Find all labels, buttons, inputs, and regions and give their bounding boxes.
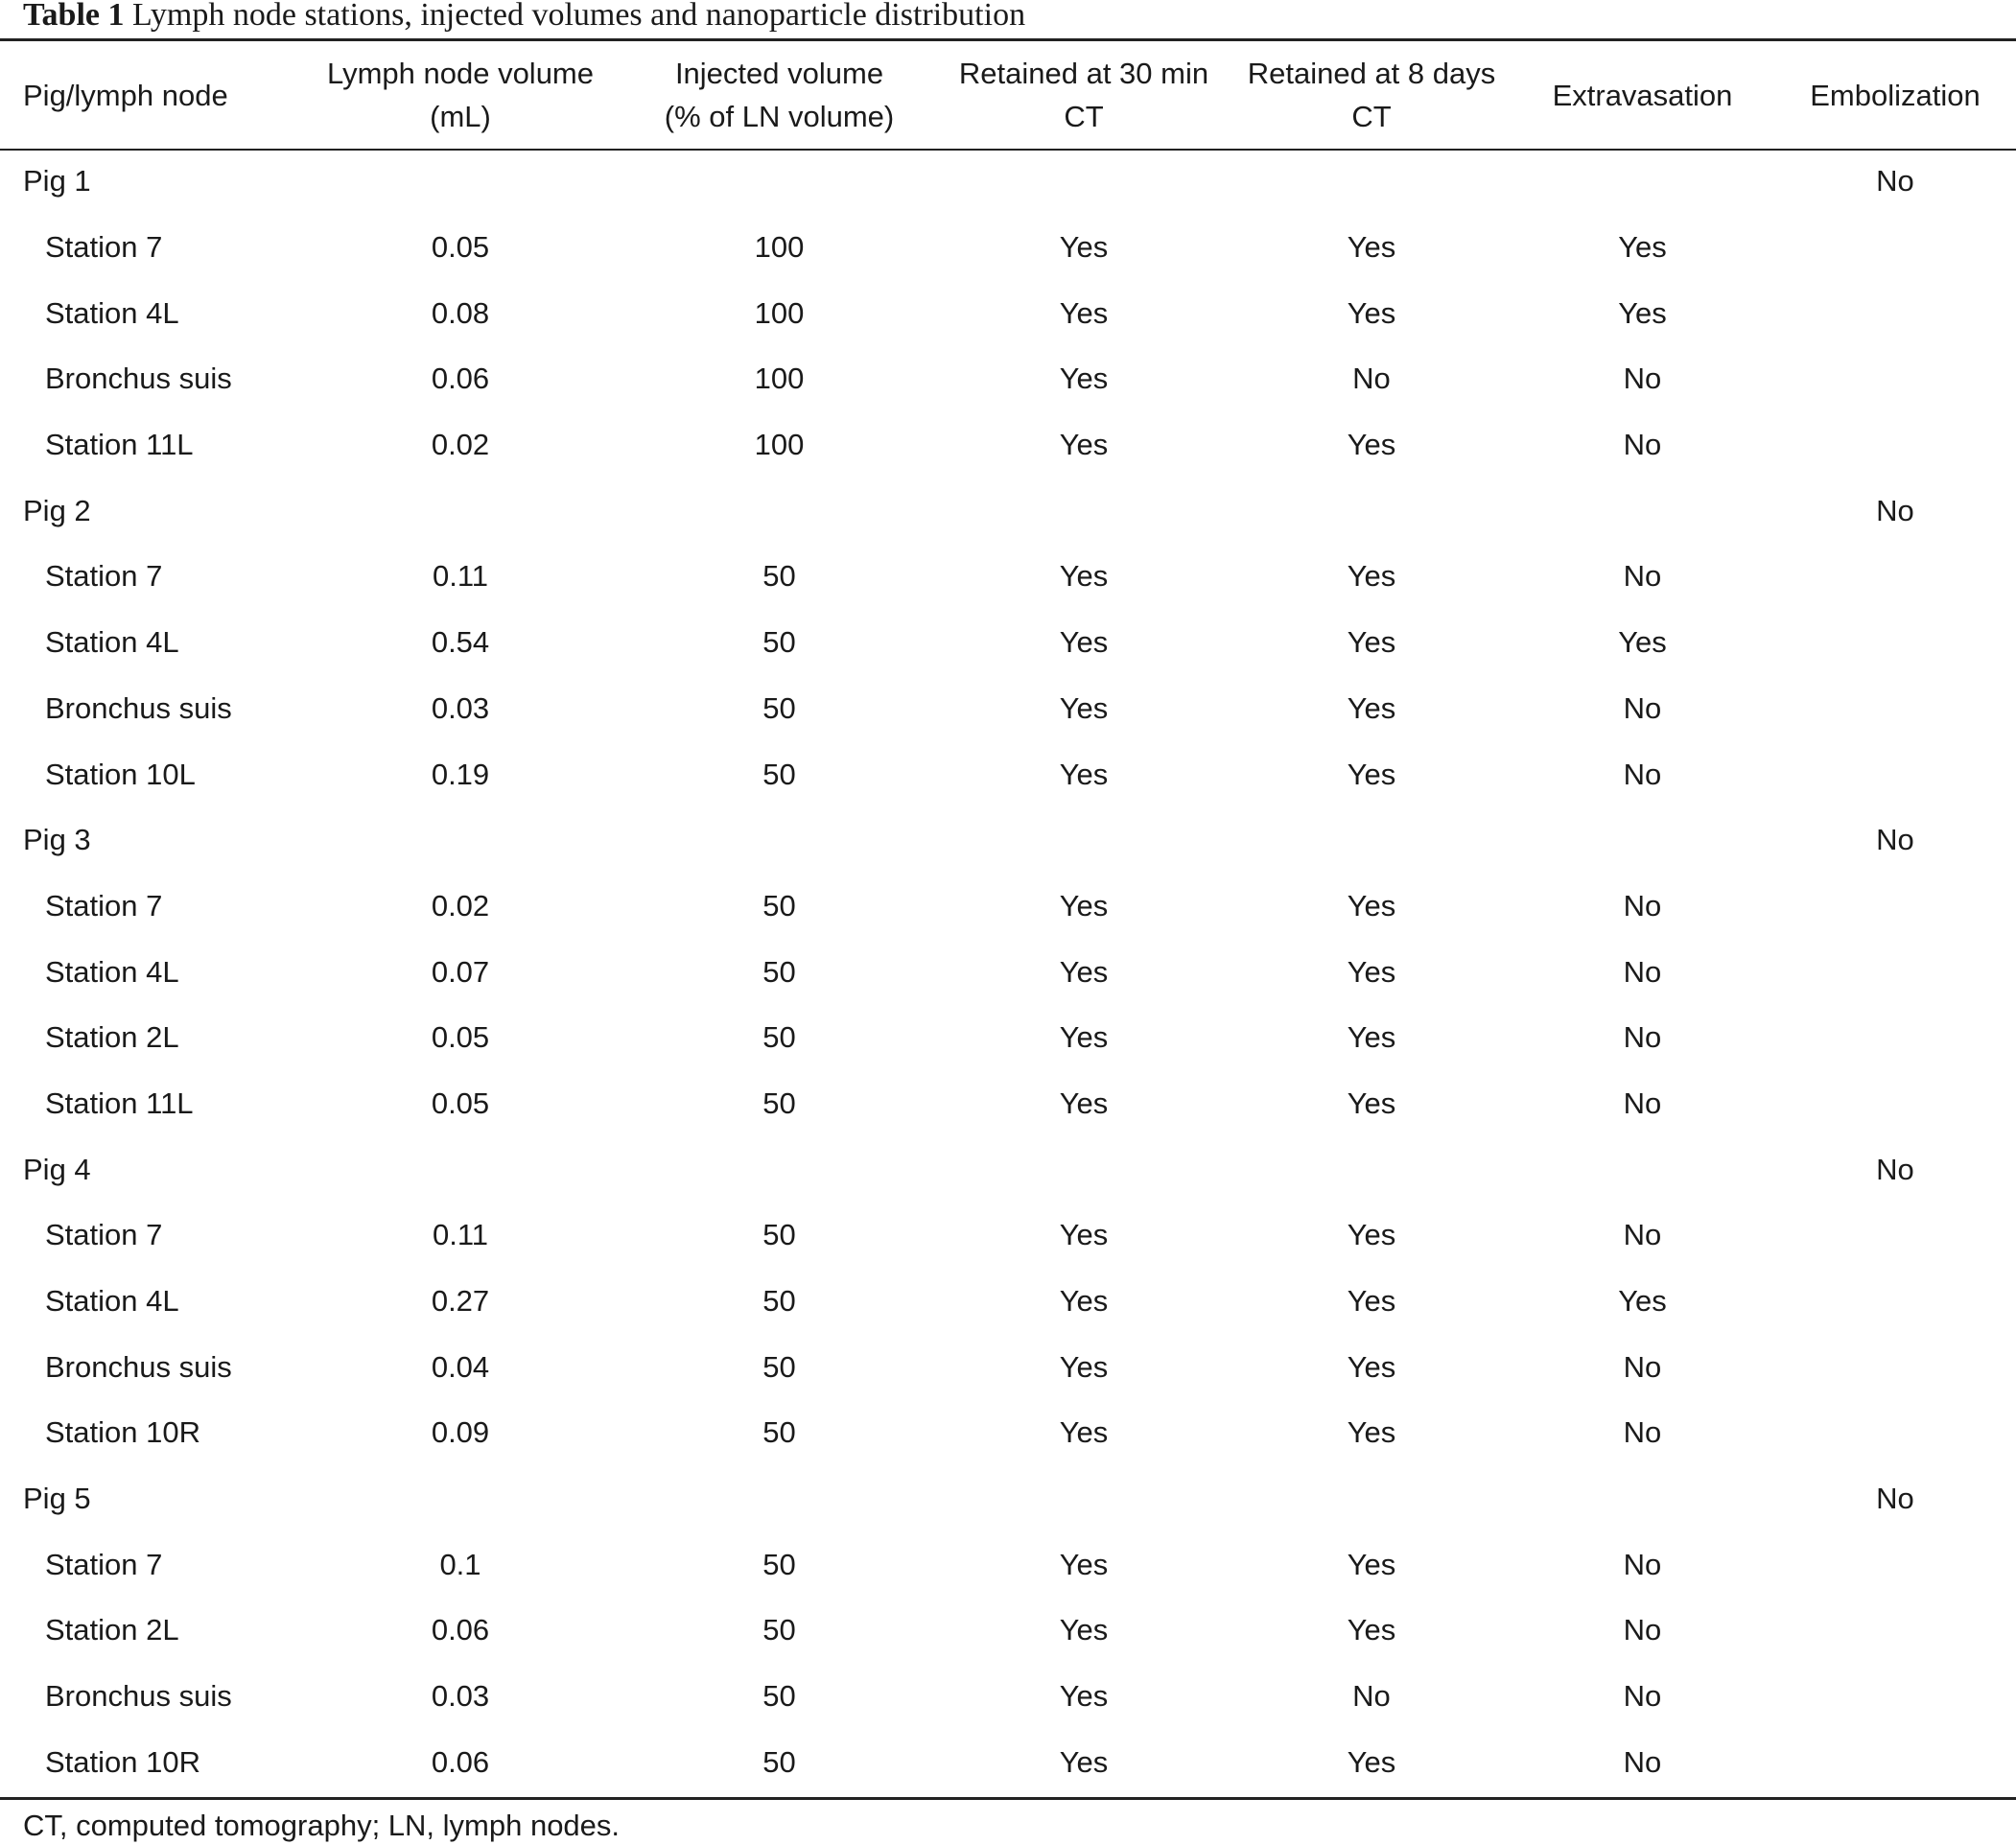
retained-8-days-cell: Yes	[1347, 1349, 1396, 1384]
injected-volume-cell: 50	[762, 1284, 796, 1319]
station-name-cell: Station 2L	[45, 1020, 179, 1055]
station-name-cell: Station 4L	[45, 1284, 179, 1319]
retained-8-days-cell: Yes	[1347, 1086, 1396, 1120]
retained-8-days-cell: No	[1352, 1679, 1391, 1714]
retained-8-days-cell: Yes	[1347, 1020, 1396, 1055]
injected-volume-cell: 100	[754, 428, 805, 462]
embolization-cell: No	[1876, 1152, 1914, 1186]
station-row	[0, 544, 2016, 610]
station-name-cell: Bronchus suis	[45, 690, 232, 725]
empty-cell	[623, 1136, 935, 1203]
empty-cell	[1511, 807, 1774, 874]
lymph-node-volume-cell: 0.05	[431, 1086, 490, 1120]
retained-30-min-cell: Yes	[1059, 1349, 1109, 1384]
embolization-empty-cell	[1774, 346, 2016, 412]
retained-30-min-cell: Yes	[1059, 1613, 1109, 1647]
retained-8-days-cell: Yes	[1347, 888, 1396, 922]
empty-cell	[1232, 1136, 1511, 1203]
lymph-node-volume-cell: 0.04	[431, 1349, 490, 1384]
retained-30-min-cell: Yes	[1059, 690, 1109, 725]
embolization-empty-cell	[1774, 280, 2016, 346]
empty-cell	[935, 1466, 1232, 1532]
embolization-empty-cell	[1774, 676, 2016, 742]
embolization-empty-cell	[1774, 1203, 2016, 1269]
pig-group-row	[0, 1466, 2016, 1532]
station-row	[0, 1203, 2016, 1269]
embolization-empty-cell	[1774, 1071, 2016, 1137]
embolization-empty-cell	[1774, 741, 2016, 807]
lymph-node-volume-cell: 0.06	[431, 1613, 490, 1647]
station-row	[0, 1005, 2016, 1071]
extravasation-cell: Yes	[1618, 230, 1667, 265]
lymph-node-volume-cell: 0.27	[431, 1284, 490, 1319]
retained-30-min-cell: Yes	[1059, 1284, 1109, 1319]
retained-8-days-cell: Yes	[1347, 230, 1396, 265]
column-header-injected-volume: Injected volume (% of LN volume)	[664, 57, 895, 133]
station-row	[0, 215, 2016, 281]
station-row	[0, 610, 2016, 676]
retained-30-min-cell: Yes	[1059, 295, 1109, 330]
empty-cell	[297, 1136, 623, 1203]
extravasation-cell: Yes	[1618, 1284, 1667, 1319]
empty-cell	[935, 478, 1232, 544]
pig-label: Pig 1	[23, 164, 91, 199]
extravasation-cell: No	[1623, 1415, 1662, 1450]
lymph-node-volume-cell: 0.05	[431, 230, 490, 265]
lymph-node-volume-cell: 0.06	[431, 1744, 490, 1779]
empty-cell	[935, 1136, 1232, 1203]
extravasation-cell: No	[1623, 559, 1662, 594]
column-header-retained-8-days: Retained at 8 days CT	[1247, 57, 1496, 133]
empty-cell	[1511, 478, 1774, 544]
embolization-empty-cell	[1774, 1531, 2016, 1598]
station-row	[0, 1400, 2016, 1466]
injected-volume-cell: 100	[754, 295, 805, 330]
empty-cell	[935, 149, 1232, 215]
retained-8-days-cell: Yes	[1347, 1547, 1396, 1581]
retained-8-days-cell: Yes	[1347, 1744, 1396, 1779]
retained-30-min-cell: Yes	[1059, 362, 1109, 396]
pig-group-row	[0, 478, 2016, 544]
injected-volume-cell: 100	[754, 362, 805, 396]
lymph-node-volume-cell: 0.02	[431, 428, 490, 462]
pig-group-row	[0, 807, 2016, 874]
station-row	[0, 1664, 2016, 1730]
lymph-node-volume-cell: 0.03	[431, 1679, 490, 1714]
extravasation-cell: No	[1623, 1349, 1662, 1384]
data-table	[0, 41, 2016, 1795]
retained-8-days-cell: Yes	[1347, 690, 1396, 725]
pig-label: Pig 4	[23, 1152, 91, 1186]
lymph-node-volume-cell: 0.09	[431, 1415, 490, 1450]
lymph-node-volume-cell: 0.08	[431, 295, 490, 330]
station-row	[0, 874, 2016, 940]
empty-cell	[623, 807, 935, 874]
injected-volume-cell: 50	[762, 1613, 796, 1647]
station-name-cell: Station 7	[45, 1218, 163, 1252]
embolization-empty-cell	[1774, 1334, 2016, 1400]
lymph-node-volume-cell: 0.11	[432, 559, 489, 594]
injected-volume-cell: 50	[762, 757, 796, 791]
station-row	[0, 1334, 2016, 1400]
extravasation-cell: Yes	[1618, 625, 1667, 660]
retained-30-min-cell: Yes	[1059, 757, 1109, 791]
column-header-retained-30-min: Retained at 30 min CT	[958, 57, 1209, 133]
station-row	[0, 1071, 2016, 1137]
injected-volume-cell: 100	[754, 230, 805, 265]
empty-cell	[1232, 478, 1511, 544]
station-name-cell: Station 10R	[45, 1415, 200, 1450]
lymph-node-volume-cell: 0.19	[431, 757, 490, 791]
extravasation-cell: No	[1623, 1086, 1662, 1120]
station-row	[0, 1598, 2016, 1664]
pig-label: Pig 5	[23, 1482, 91, 1516]
station-row	[0, 741, 2016, 807]
injected-volume-cell: 50	[762, 1349, 796, 1384]
retained-30-min-cell: Yes	[1059, 230, 1109, 265]
extravasation-cell: No	[1623, 1744, 1662, 1779]
injected-volume-cell: 50	[762, 1415, 796, 1450]
station-row	[0, 1730, 2016, 1796]
injected-volume-cell: 50	[762, 690, 796, 725]
column-header-extravasation: Extravasation	[1552, 78, 1733, 112]
extravasation-cell: No	[1623, 1613, 1662, 1647]
embolization-cell: No	[1876, 1482, 1914, 1516]
empty-cell	[623, 149, 935, 215]
retained-30-min-cell: Yes	[1059, 559, 1109, 594]
extravasation-cell: No	[1623, 1218, 1662, 1252]
injected-volume-cell: 50	[762, 625, 796, 660]
station-name-cell: Station 10L	[45, 757, 196, 791]
embolization-empty-cell	[1774, 1664, 2016, 1730]
injected-volume-cell: 50	[762, 1020, 796, 1055]
embolization-empty-cell	[1774, 412, 2016, 479]
station-name-cell: Station 11L	[45, 1086, 194, 1120]
station-name-cell: Bronchus suis	[45, 362, 232, 396]
embolization-cell: No	[1876, 493, 1914, 527]
embolization-empty-cell	[1774, 1269, 2016, 1335]
embolization-empty-cell	[1774, 1730, 2016, 1796]
retained-8-days-cell: Yes	[1347, 1415, 1396, 1450]
station-name-cell: Station 7	[45, 1547, 163, 1581]
retained-8-days-cell: Yes	[1347, 1218, 1396, 1252]
retained-8-days-cell: Yes	[1347, 428, 1396, 462]
extravasation-cell: No	[1623, 757, 1662, 791]
station-row	[0, 1531, 2016, 1598]
station-row	[0, 1269, 2016, 1335]
column-header-lymph-node-volume: Lymph node volume (mL)	[326, 57, 595, 133]
table-body	[0, 149, 2016, 1795]
station-name-cell: Station 2L	[45, 1613, 179, 1647]
empty-cell	[297, 478, 623, 544]
retained-8-days-cell: Yes	[1347, 295, 1396, 330]
injected-volume-cell: 50	[762, 559, 796, 594]
injected-volume-cell: 50	[762, 1744, 796, 1779]
embolization-empty-cell	[1774, 1005, 2016, 1071]
station-name-cell: Station 10R	[45, 1744, 200, 1779]
injected-volume-cell: 50	[762, 1086, 796, 1120]
retained-30-min-cell: Yes	[1059, 1020, 1109, 1055]
extravasation-cell: No	[1623, 1547, 1662, 1581]
station-name-cell: Station 4L	[45, 954, 179, 989]
retained-30-min-cell: Yes	[1059, 1415, 1109, 1450]
station-name-cell: Station 7	[45, 888, 163, 922]
lymph-node-volume-cell: 0.05	[431, 1020, 490, 1055]
station-row	[0, 412, 2016, 479]
empty-cell	[623, 478, 935, 544]
retained-30-min-cell: Yes	[1059, 888, 1109, 922]
embolization-empty-cell	[1774, 215, 2016, 281]
embolization-empty-cell	[1774, 1598, 2016, 1664]
retained-8-days-cell: Yes	[1347, 559, 1396, 594]
retained-8-days-cell: No	[1352, 362, 1391, 396]
embolization-empty-cell	[1774, 939, 2016, 1005]
retained-8-days-cell: Yes	[1347, 625, 1396, 660]
embolization-cell: No	[1876, 164, 1914, 199]
station-name-cell: Station 7	[45, 559, 163, 594]
injected-volume-cell: 50	[762, 1679, 796, 1714]
station-name-cell: Bronchus suis	[45, 1349, 232, 1384]
retained-30-min-cell: Yes	[1059, 1547, 1109, 1581]
embolization-empty-cell	[1774, 610, 2016, 676]
retained-30-min-cell: Yes	[1059, 625, 1109, 660]
station-name-cell: Station 11L	[45, 428, 194, 462]
station-name-cell: Bronchus suis	[45, 1679, 232, 1714]
table-caption-text: Lymph node stations, injected volumes and nanoparticle distribution	[132, 0, 1026, 33]
pig-group-row	[0, 1136, 2016, 1203]
extravasation-cell: No	[1623, 888, 1662, 922]
station-row	[0, 280, 2016, 346]
lymph-node-volume-cell: 0.07	[431, 954, 490, 989]
empty-cell	[1232, 1466, 1511, 1532]
injected-volume-cell: 50	[762, 1547, 796, 1581]
station-name-cell: Station 4L	[45, 295, 179, 330]
retained-30-min-cell: Yes	[1059, 428, 1109, 462]
station-name-cell: Station 7	[45, 230, 163, 265]
station-row	[0, 346, 2016, 412]
pig-group-row	[0, 149, 2016, 215]
retained-8-days-cell: Yes	[1347, 1284, 1396, 1319]
table-bottom-rule	[0, 1797, 2016, 1800]
retained-30-min-cell: Yes	[1059, 1218, 1109, 1252]
table-caption-label: Table 1	[23, 0, 125, 33]
column-header-embolization: Embolization	[1810, 78, 1981, 112]
empty-cell	[1511, 1466, 1774, 1532]
extravasation-cell: No	[1623, 428, 1662, 462]
injected-volume-cell: 50	[762, 954, 796, 989]
pig-label: Pig 3	[23, 823, 91, 857]
extravasation-cell: No	[1623, 362, 1662, 396]
table-caption	[23, 0, 1025, 35]
lymph-node-volume-cell: 0.06	[431, 362, 490, 396]
embolization-empty-cell	[1774, 874, 2016, 940]
extravasation-cell: No	[1623, 1679, 1662, 1714]
retained-8-days-cell: Yes	[1347, 1613, 1396, 1647]
embolization-cell: No	[1876, 823, 1914, 857]
extravasation-cell: No	[1623, 690, 1662, 725]
empty-cell	[1232, 149, 1511, 215]
empty-cell	[1232, 807, 1511, 874]
station-row	[0, 939, 2016, 1005]
retained-30-min-cell: Yes	[1059, 1086, 1109, 1120]
retained-30-min-cell: Yes	[1059, 954, 1109, 989]
lymph-node-volume-cell: 0.1	[439, 1547, 481, 1581]
empty-cell	[297, 149, 623, 215]
embolization-empty-cell	[1774, 1400, 2016, 1466]
injected-volume-cell: 50	[762, 1218, 796, 1252]
station-row	[0, 676, 2016, 742]
pig-label: Pig 2	[23, 493, 91, 527]
station-name-cell: Station 4L	[45, 625, 179, 660]
retained-30-min-cell: Yes	[1059, 1744, 1109, 1779]
empty-cell	[297, 1466, 623, 1532]
lymph-node-volume-cell: 0.11	[432, 1218, 489, 1252]
empty-cell	[1511, 149, 1774, 215]
extravasation-cell: Yes	[1618, 295, 1667, 330]
extravasation-cell: No	[1623, 954, 1662, 989]
retained-8-days-cell: Yes	[1347, 954, 1396, 989]
table-header-row	[0, 41, 2016, 149]
empty-cell	[935, 807, 1232, 874]
lymph-node-volume-cell: 0.03	[431, 690, 490, 725]
lymph-node-volume-cell: 0.54	[431, 625, 490, 660]
empty-cell	[1511, 1136, 1774, 1203]
retained-8-days-cell: Yes	[1347, 757, 1396, 791]
table-footnote: CT, computed tomography; LN, lymph nodes.	[23, 1809, 621, 1842]
injected-volume-cell: 50	[762, 888, 796, 922]
retained-30-min-cell: Yes	[1059, 1679, 1109, 1714]
column-header-pig-lymph-node: Pig/lymph node	[23, 78, 228, 112]
extravasation-cell: No	[1623, 1020, 1662, 1055]
lymph-node-volume-cell: 0.02	[431, 888, 490, 922]
embolization-empty-cell	[1774, 544, 2016, 610]
empty-cell	[623, 1466, 935, 1532]
empty-cell	[297, 807, 623, 874]
